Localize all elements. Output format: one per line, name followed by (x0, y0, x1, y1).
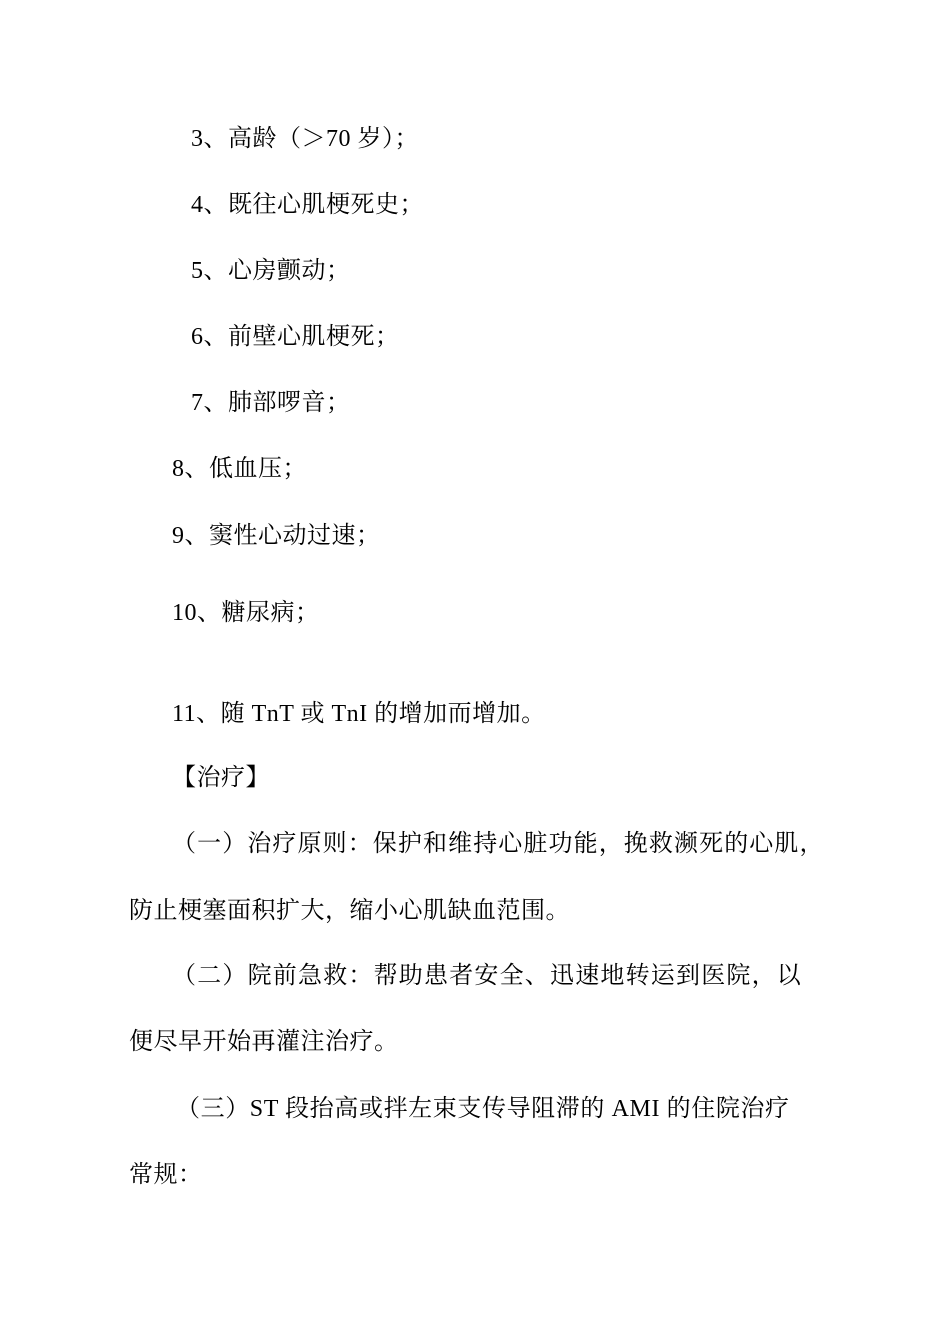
treatment-principle-line: （一）治疗原则：保护和维持心脏功能，挽救濒死的心肌， (172, 831, 825, 857)
risk-factor-item: 11、随 TnT 或 TnI 的增加而增加。 (172, 701, 546, 727)
risk-factor-item: 6、前壁心肌梗死； (191, 324, 400, 350)
risk-factor-item: 3、高龄（＞70 岁）； (191, 126, 419, 152)
risk-factor-item: 7、肺部啰音； (191, 390, 351, 416)
risk-factor-item: 10、糖尿病； (172, 600, 320, 626)
inpatient-treatment-line: 常规： (129, 1162, 203, 1188)
risk-factor-item: 5、心房颤动； (191, 258, 351, 284)
risk-factor-item: 8、低血压； (172, 456, 307, 482)
risk-factor-item: 4、既往心肌梗死史； (191, 192, 424, 218)
inpatient-treatment-line: （三）ST 段抬高或拌左束支传导阻滞的 AMI 的住院治疗 (176, 1096, 790, 1122)
treatment-principle-line: 防止梗塞面积扩大，缩小心肌缺血范围。 (129, 898, 570, 924)
prehospital-care-line: （二）院前急救：帮助患者安全、迅速地转运到医院，以 (172, 963, 802, 989)
prehospital-care-line: 便尽早开始再灌注治疗。 (129, 1029, 399, 1055)
treatment-heading: 【治疗】 (172, 765, 270, 791)
risk-factor-item: 9、窦性心动过速； (172, 523, 381, 549)
